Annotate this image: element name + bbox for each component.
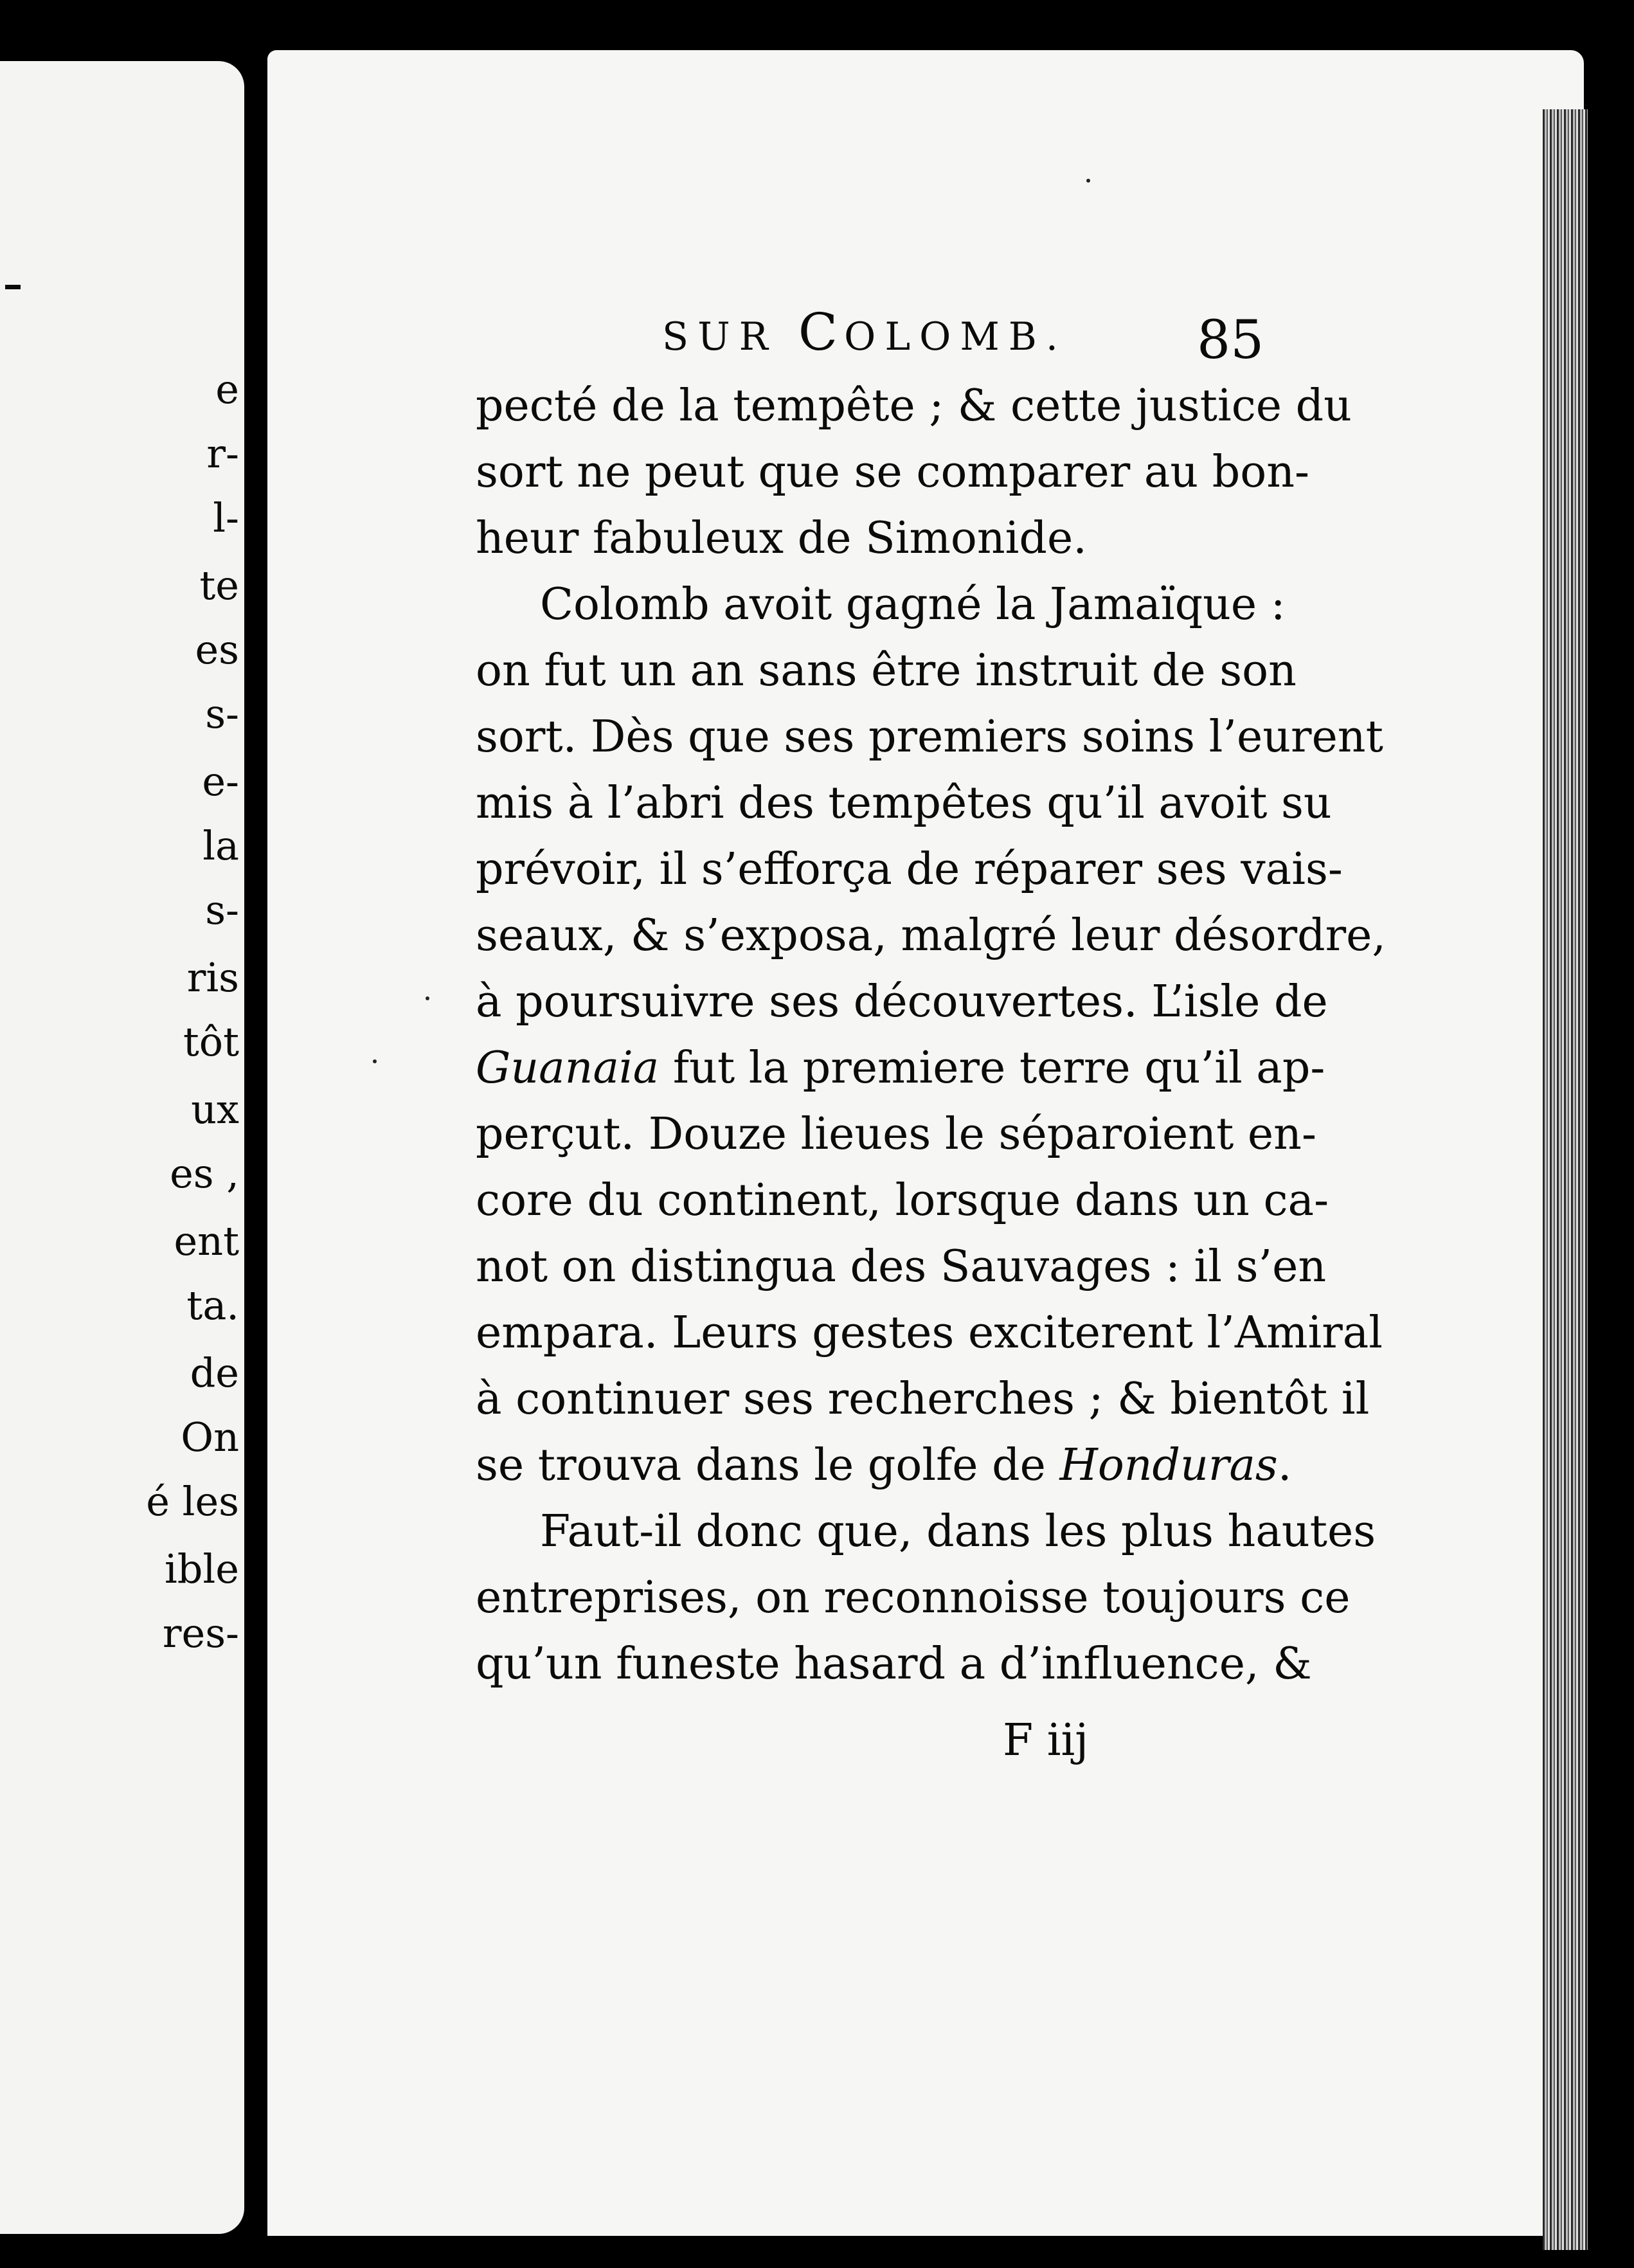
paper-speck: [373, 1059, 377, 1063]
left-fragment: ta.: [186, 1282, 239, 1329]
text-line: sort ne peut que se comparer au bon-: [476, 447, 1310, 498]
paper-speck: [426, 996, 429, 1000]
text-line: [476, 1035, 1325, 1101]
left-fragment: de: [190, 1349, 239, 1396]
text-line: qu’un funeste hasard a d’influence, &: [476, 1639, 1312, 1689]
left-fragment: res-: [162, 1610, 239, 1657]
text-line: seaux, & s’exposa, malgré leur désordre,: [476, 910, 1387, 961]
text-line: core du continent, lorsque dans un ca-: [476, 1175, 1329, 1226]
running-head-part: C: [798, 302, 845, 362]
left-fragment: la: [202, 822, 239, 869]
text-line: entreprises, on reconnoisse toujours ce: [476, 1572, 1351, 1623]
text-line: Colomb avoit gagné la Jamaïque :: [540, 579, 1286, 630]
text-line: [476, 1432, 1292, 1498]
text-line: heur fabuleux de Simonide.: [476, 513, 1087, 564]
paper-speck: [1086, 179, 1090, 183]
running-head-part: OLOMB.: [844, 314, 1067, 359]
left-fragment: es: [195, 626, 239, 673]
left-fragment: ux: [191, 1086, 239, 1133]
text-run: fut la premiere terre qu’il ap-: [659, 1043, 1325, 1094]
left-fragment: On: [181, 1414, 239, 1461]
book-gutter: [253, 45, 265, 2231]
text-line: perçut. Douze lieues le séparoient en-: [476, 1109, 1316, 1160]
signature-mark: F iij: [1003, 1715, 1089, 1766]
left-fragment: l-: [213, 494, 239, 541]
page-number: 85: [1197, 310, 1264, 371]
text-run: .: [1277, 1440, 1292, 1491]
text-line: Faut-il donc que, dans les plus hautes: [540, 1506, 1376, 1557]
left-fragment: r-: [206, 430, 239, 477]
left-fragment: te: [199, 562, 239, 609]
text-line: on fut un an sans être instruit de son: [476, 645, 1297, 696]
left-fragment: é les: [146, 1478, 239, 1525]
left-fragment: s-: [205, 887, 239, 933]
text-line: pecté de la tempête ; & cette justice du: [476, 381, 1352, 431]
running-head-part: SUR: [662, 314, 798, 359]
text-line: prévoir, il s’efforça de réparer ses vais-: [476, 844, 1343, 895]
left-fragment: e: [215, 366, 239, 413]
running-head: [662, 302, 1067, 360]
text-line: mis à l’abri des tempêtes qu’il avoit su: [476, 778, 1332, 829]
text-line: not on distingua des Sauvages : il s’en: [476, 1241, 1327, 1292]
left-fragment: e-: [202, 758, 239, 805]
left-fragment: ible: [164, 1545, 239, 1592]
left-fragment: tôt: [183, 1018, 239, 1065]
left-fragment: es ,: [170, 1150, 239, 1197]
text-line: à continuer ses recherches ; & bientôt il: [476, 1374, 1370, 1425]
left-page-fragments: [0, 61, 244, 2234]
left-fragment: ent: [174, 1218, 239, 1264]
italic-place-name: Guanaia: [476, 1043, 660, 1094]
italic-place-name: Honduras: [1059, 1440, 1278, 1491]
text-line: à poursuivre ses découvertes. L’isle de: [476, 977, 1328, 1027]
text-line: sort. Dès que ses premiers soins l’eurent: [476, 712, 1383, 762]
facing-page-left: [0, 61, 244, 2234]
text-line: empara. Leurs gestes exciterent l’Amiral: [476, 1308, 1383, 1358]
text-run: se trouva dans le golfe de: [476, 1440, 1060, 1491]
left-fragment: s-: [205, 690, 239, 737]
scan-border-right: [1588, 90, 1634, 2268]
left-fragment: ris: [186, 954, 239, 1001]
body-text: [476, 373, 1387, 1697]
